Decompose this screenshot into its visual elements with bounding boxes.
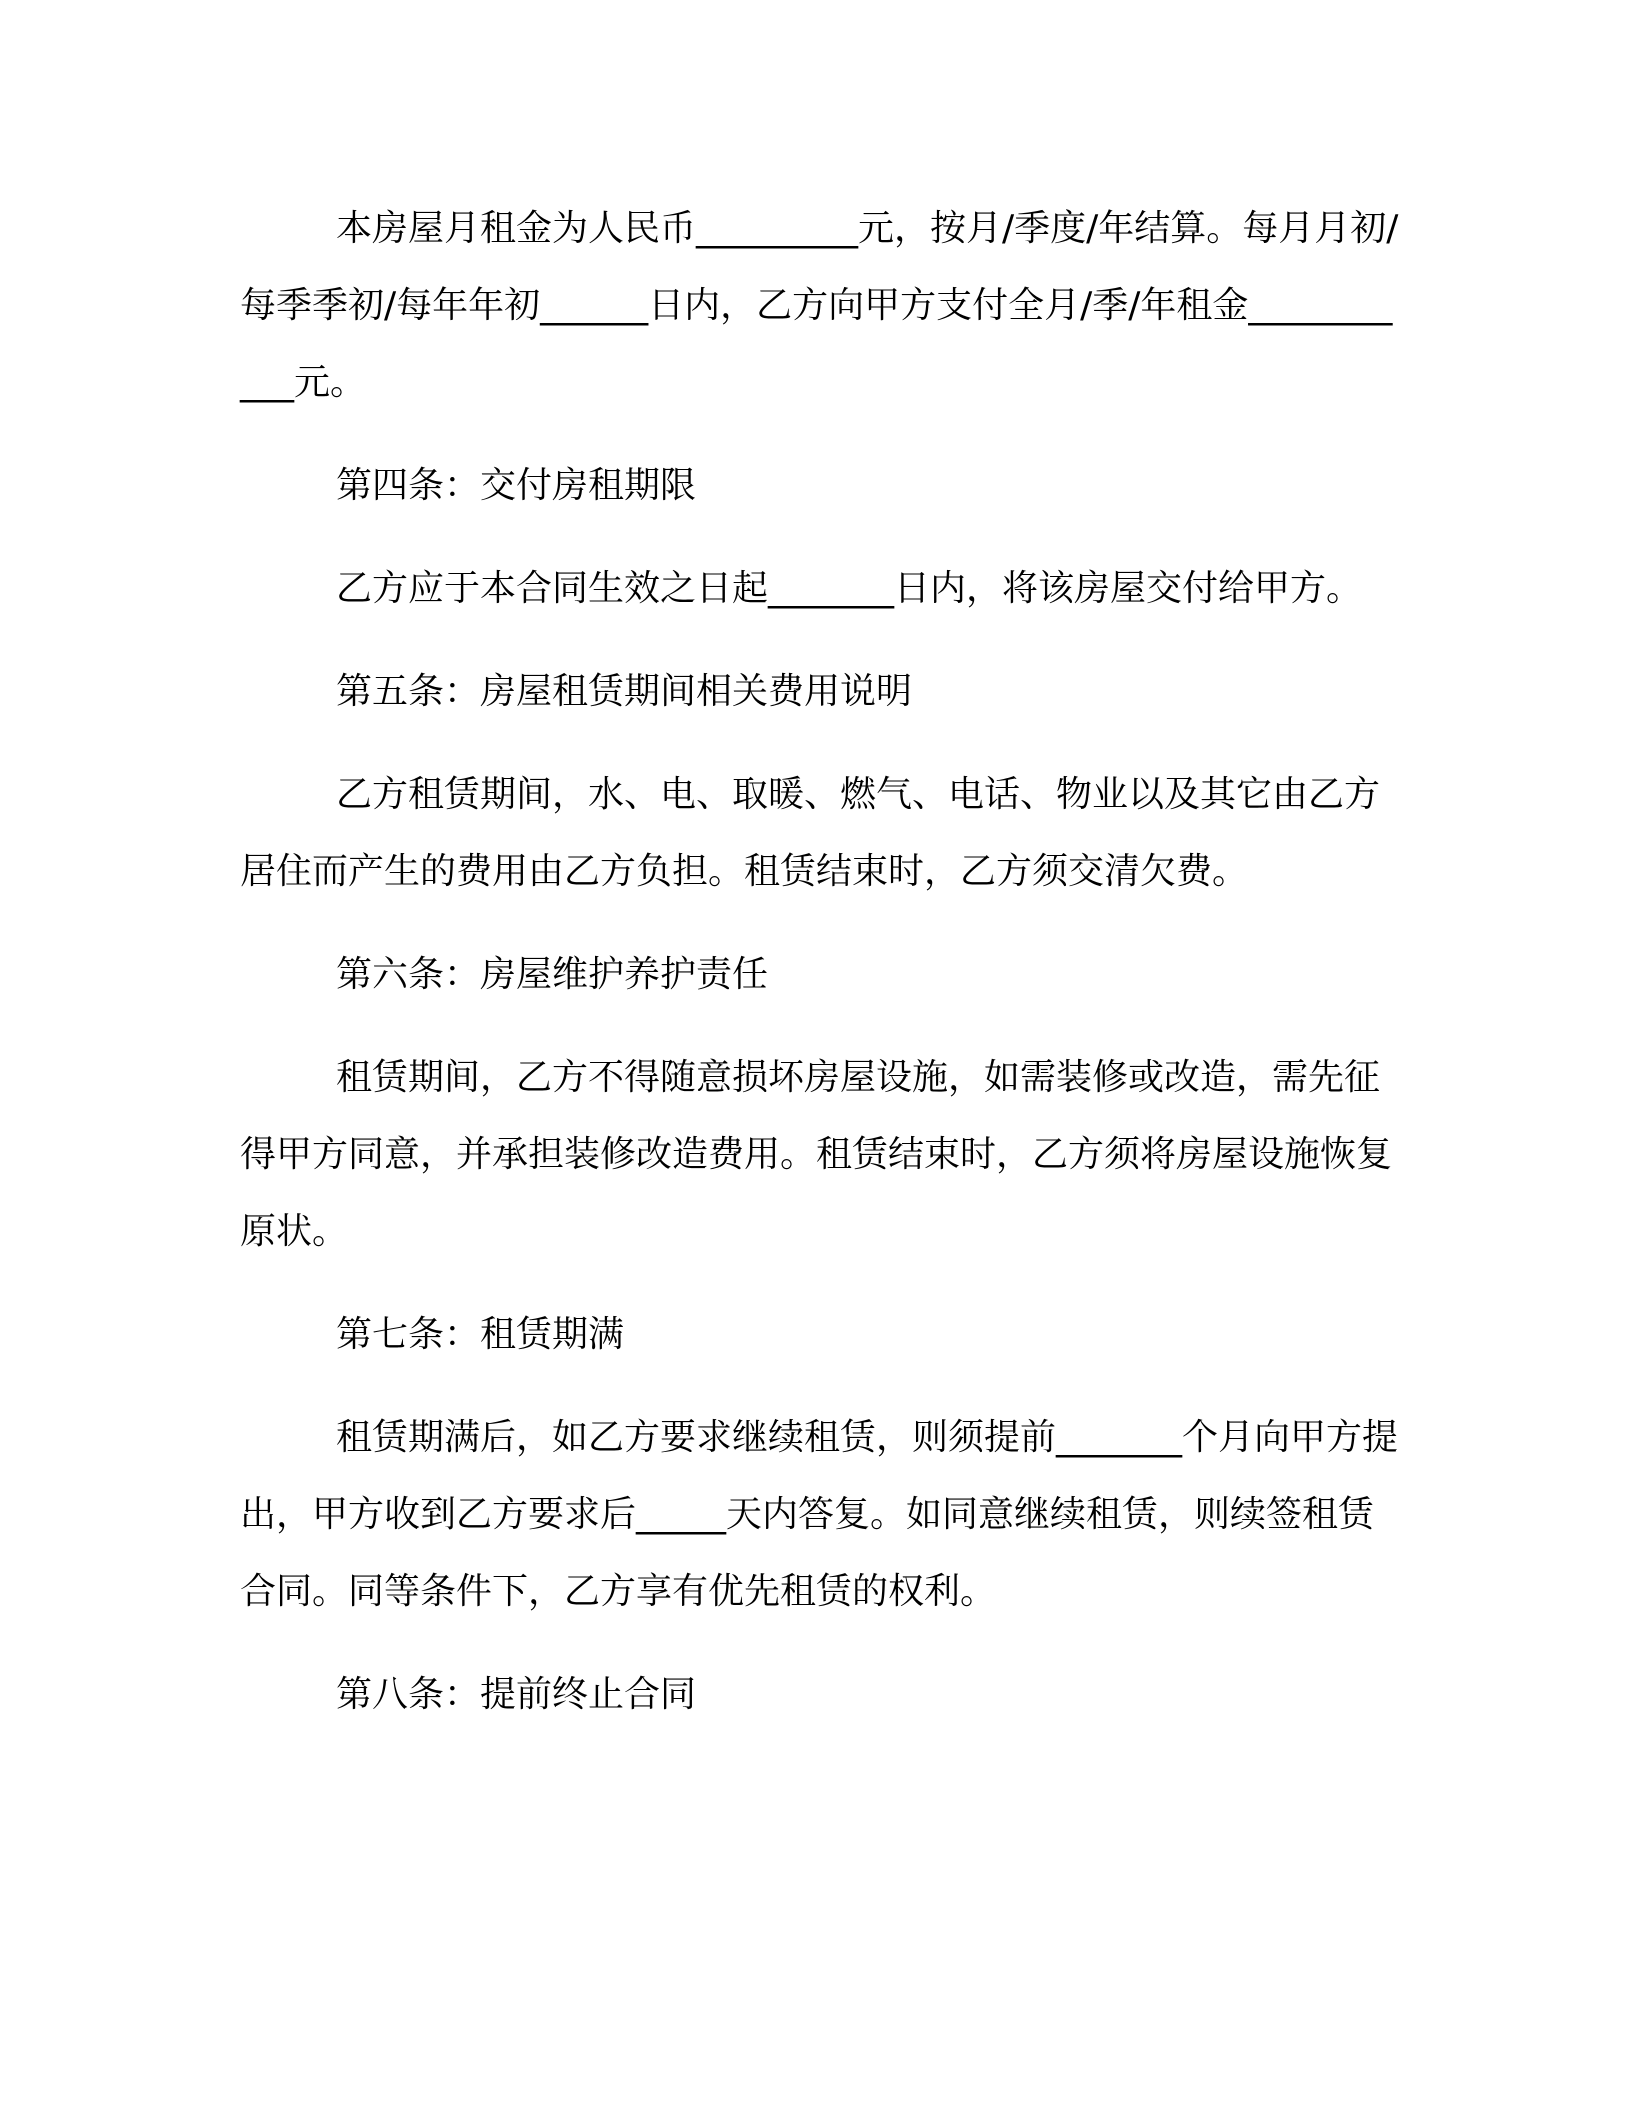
article-8-heading: 第八条：提前终止合同 xyxy=(336,1674,697,1715)
paragraph-lease-expiry: 租赁期满后，如乙方要求继续租赁，则须提前_______个月向甲方提出，甲方收到乙方要求后_____天内答复。如同意继续租赁，则续签租赁合同。同等条件下，乙方享有优先租赁的权利。 xyxy=(240,1417,1399,1612)
paragraph-gap xyxy=(240,730,1400,756)
paragraph-gap xyxy=(240,1373,1400,1399)
paragraph-rent-amount: 本房屋月租金为人民币_________元，按月/季度/年结算。每月月初/每季季初/每年年初______日内，乙方向甲方支付全月/季/年租金___________元。 xyxy=(240,208,1399,403)
paragraph-gap xyxy=(240,524,1400,550)
article-6-heading: 第六条：房屋维护养护责任 xyxy=(336,954,769,995)
paragraph-gap xyxy=(240,627,1400,653)
paragraph-gap xyxy=(240,1013,1400,1039)
paragraph-delivery-term: 乙方应于本合同生效之日起_______日内，将该房屋交付给甲方。 xyxy=(336,568,1363,609)
article-7-heading: 第七条：租赁期满 xyxy=(336,1314,625,1355)
paragraph-gap xyxy=(240,910,1400,936)
paragraph-gap xyxy=(240,421,1400,447)
paragraph-fees: 乙方租赁期间，水、电、取暖、燃气、电话、物业以及其它由乙方居住而产生的费用由乙方负担。租赁结束时，乙方须交清欠费。 xyxy=(240,774,1381,892)
article-4-heading: 第四条：交付房租期限 xyxy=(336,465,697,506)
article-5-heading: 第五条：房屋租赁期间相关费用说明 xyxy=(336,671,913,712)
paragraph-gap xyxy=(240,1630,1400,1656)
document-body xyxy=(240,190,1400,1733)
paragraph-gap xyxy=(240,1270,1400,1296)
paragraph-maintenance: 租赁期间，乙方不得随意损坏房屋设施，如需装修或改造，需先征得甲方同意，并承担装修改造费用。租赁结束时，乙方须将房屋设施恢复原状。 xyxy=(240,1057,1393,1252)
